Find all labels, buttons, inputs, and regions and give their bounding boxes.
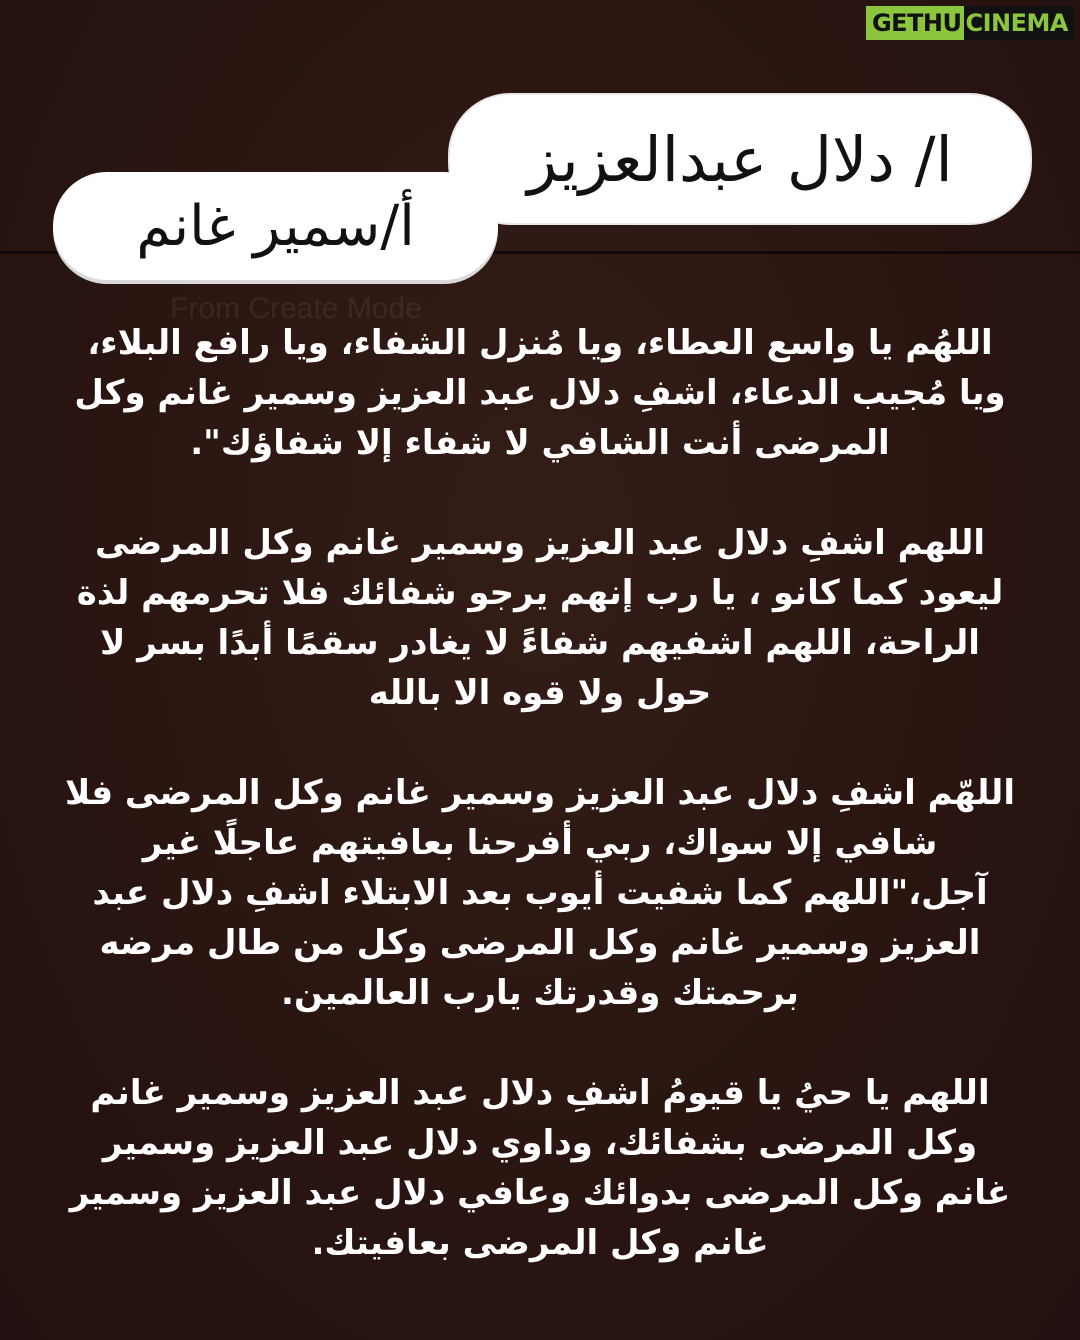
watermark-logo [866, 6, 1074, 40]
watermark-part2: CINEMA [964, 6, 1074, 40]
name-badge-dalal-label: ا/ دلال عبدالعزيز [527, 122, 953, 196]
name-badge-samir-label: أ/سمير غانم [136, 193, 415, 259]
name-badge-dalal [450, 95, 1030, 223]
prayer-text-block [60, 318, 1020, 1318]
faded-overlay-text: From Create Mode [170, 292, 422, 325]
prayer-paragraph-2: اللهم اشفِ دلال عبد العزيز وسمير غانم وكل المرضى ليعود كما كانو ، يا رب إنهم يرجو شفائك فلا تحرمهم لذة الراحة، اللهم اشفيهم شفاءً لا يغادر سقمًا أبدًا بسر لا حول ولا قوه الا بالله [76, 523, 1004, 713]
prayer-paragraph-3: اللهّم اشفِ دلال عبد العزيز وسمير غانم وكل المرضى فلا شافي إلا سواك، ربي أفرحنا بعافيتهم عاجلًا غير آجل،"اللهم كما شفيت أيوب بعد الابتلاء اشفِ دلال عبد العزيز وسمير غانم وكل المرضى وكل من طال مرضه برحمتك وقدرتك يارب العالمين. [65, 773, 1015, 1013]
prayer-paragraph-4: اللهم يا حيُ يا قيومُ اشفِ دلال عبد العزيز وسمير غانم وكل المرضى بشفائك، وداوي دلال عبد العزيز وسمير غانم وكل المرضى بدوائك وعافي دلال عبد العزيز وسمير غانم وكل المرضى بعافيتك. [69, 1073, 1011, 1263]
prayer-paragraph-1: اللهُم يا واسع العطاء، ويا مُنزل الشفاء، ويا رافع البلاء، ويا مُجيب الدعاء، اشفِ دلال عبد العزيز وسمير غانم وكل المرضى أنت الشافي لا شفاء إلا شفاؤك". [74, 323, 1006, 463]
watermark-part1: GETHU [866, 6, 964, 40]
name-badge-samir [53, 172, 498, 280]
